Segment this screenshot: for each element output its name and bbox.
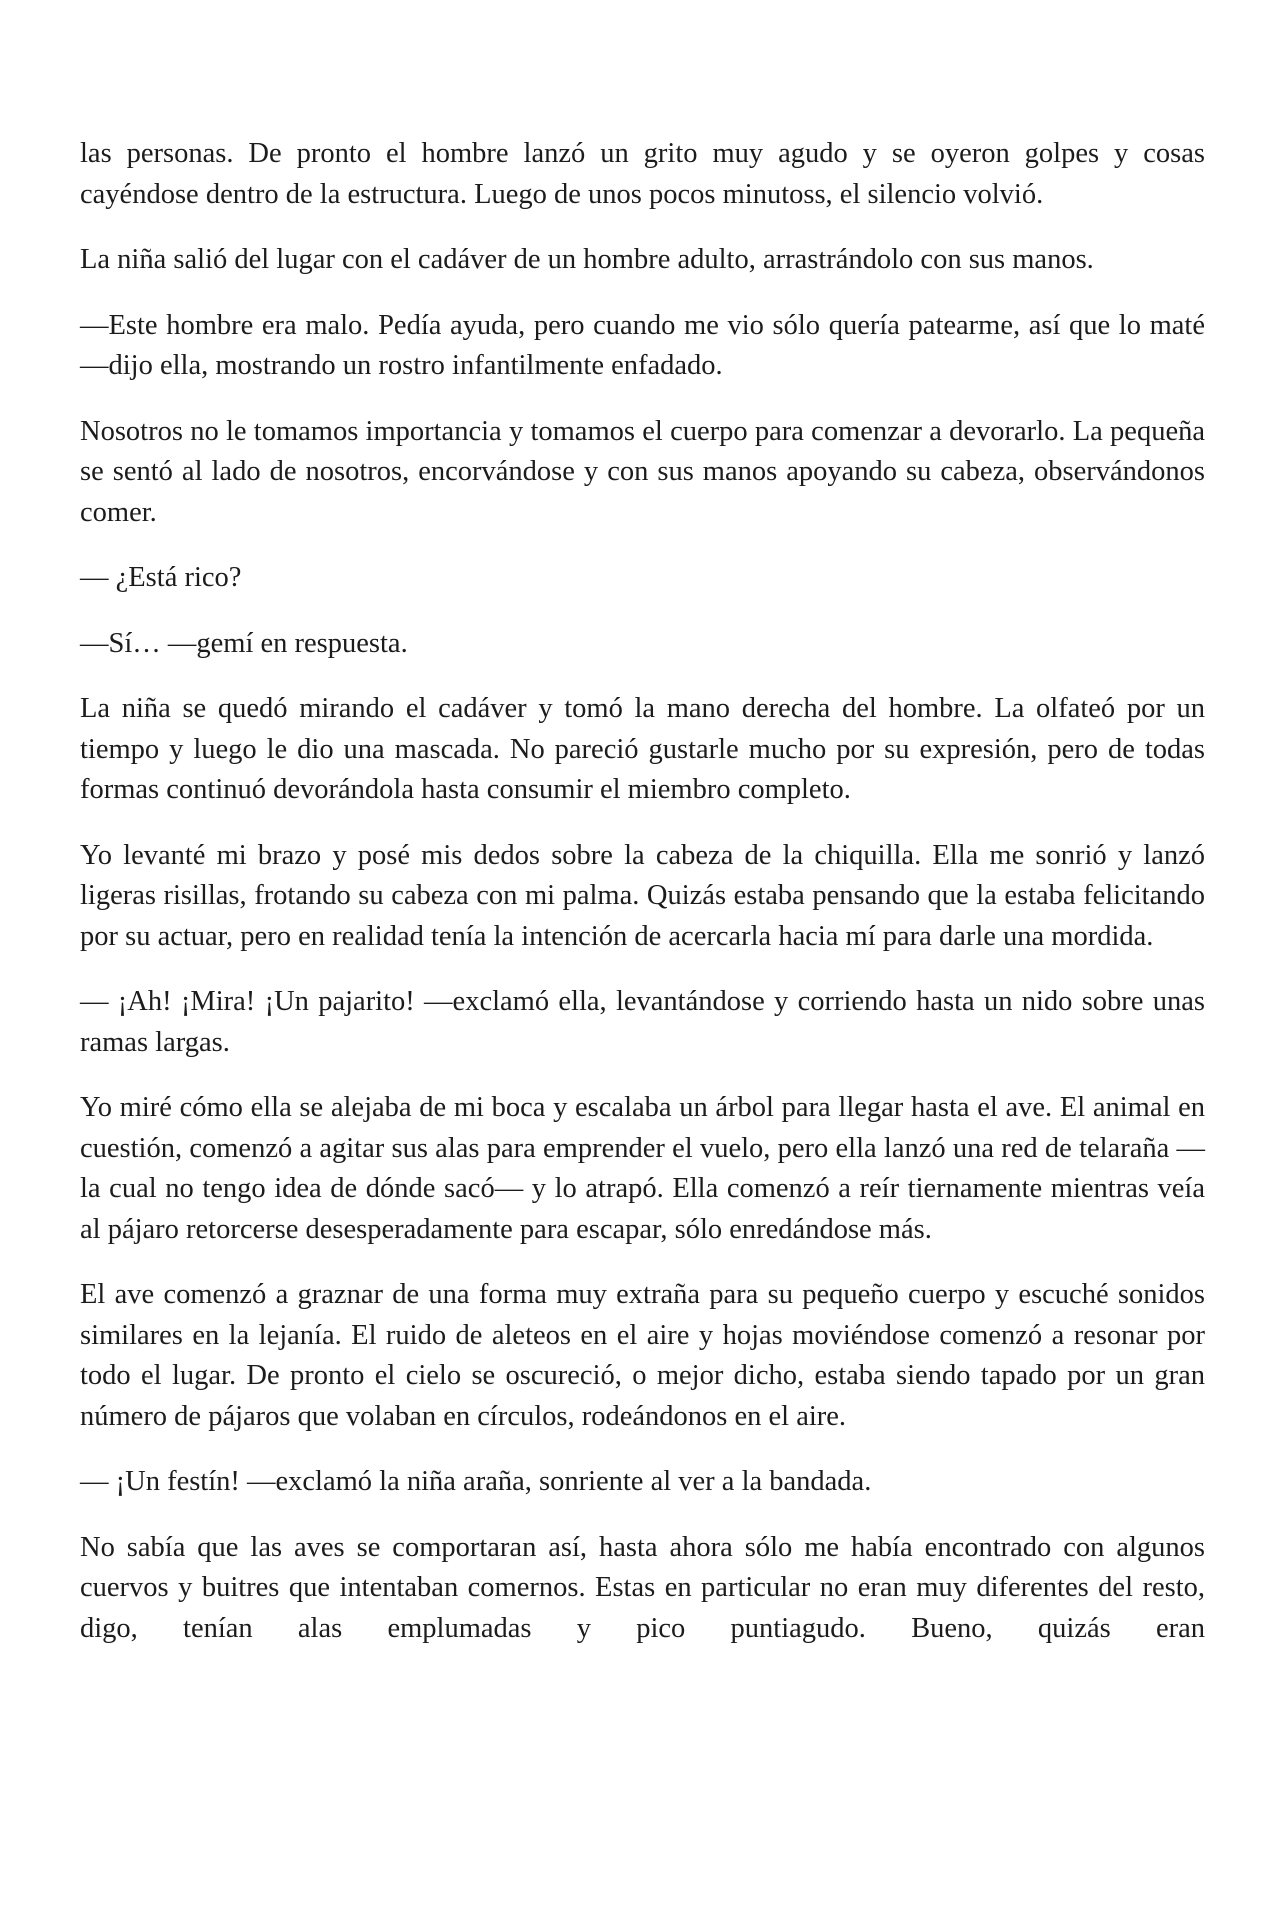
paragraph-11: El ave comenzó a graznar de una forma muy extraña para su pequeño cuerpo y escuché sonidos similares en la lejanía. El ruido de aleteos en el aire y hojas moviéndose comenzó a resonar por todo el lugar. De pronto el cielo se oscureció, o mejor dicho, estaba siendo tapado por un gran número de pájaros que volaban en círculos, rodeándonos en el aire. bbox=[80, 1279, 1205, 1432]
paragraph-6: —Sí… —gemí en respuesta. bbox=[80, 627, 408, 659]
paragraph-1: las personas. De pronto el hombre lanzó un grito muy agudo y se oyeron golpes y cosas cayéndose dentro de la estructura. Luego de unos pocos minutoss, el silencio volvió. bbox=[80, 138, 1205, 210]
paragraph-8: Yo levanté mi brazo y posé mis dedos sobre la cabeza de la chiquilla. Ella me sonrió y lanzó ligeras risillas, frotando su cabeza con mi palma. Quizás estaba pensando que la estaba felicitando por su actuar, pero en realidad tenía la intención de acercarla hacia mí para darle una mordida. bbox=[80, 839, 1205, 952]
paragraph-13: No sabía que las aves se comportaran así, hasta ahora sólo me había encontrado con algunos cuervos y buitres que intentaban comernos. Estas en particular no eran muy diferentes del resto, digo, tenían alas emplumadas y pico puntiagudo. Bueno, quizás eran bbox=[80, 1531, 1205, 1644]
document-body bbox=[80, 134, 1205, 1674]
paragraph-3: —Este hombre era malo. Pedía ayuda, pero cuando me vio sólo quería patearme, así que lo maté —dijo ella, mostrando un rostro infantilmente enfadado. bbox=[80, 309, 1205, 381]
paragraph-5: — ¿Está rico? bbox=[80, 562, 242, 593]
paragraph-10: Yo miré cómo ella se alejaba de mi boca y escalaba un árbol para llegar hasta el ave. El animal en cuestión, comenzó a agitar sus alas para emprender el vuelo, pero ella lanzó una red de telaraña —la cual no tengo idea de dónde sacó— y lo atrapó. Ella comenzó a reír tiernamente mientras veía al pájaro retorcerse desesperadamente para escapar, sólo enredándose más. bbox=[80, 1092, 1205, 1245]
paragraph-2: La niña salió del lugar con el cadáver de un hombre adulto, arrastrándolo con sus manos. bbox=[80, 244, 1094, 275]
paragraph-7: La niña se quedó mirando el cadáver y tomó la mano derecha del hombre. La olfateó por un tiempo y luego le dio una mascada. No pareció gustarle mucho por su expresión, pero de todas formas continuó devorándola hasta consumir el miembro completo. bbox=[80, 693, 1205, 805]
paragraph-4: Nosotros no le tomamos importancia y tomamos el cuerpo para comenzar a devorarlo. La pequeña se sentó al lado de nosotros, encorvándose y con sus manos apoyando su cabeza, observándonos comer. bbox=[80, 415, 1205, 528]
paragraph-9: — ¡Ah! ¡Mira! ¡Un pajarito! —exclamó ella, levantándose y corriendo hasta un nido sobre unas ramas largas. bbox=[80, 986, 1205, 1058]
paragraph-12: — ¡Un festín! —exclamó la niña araña, sonriente al ver a la bandada. bbox=[80, 1466, 872, 1497]
